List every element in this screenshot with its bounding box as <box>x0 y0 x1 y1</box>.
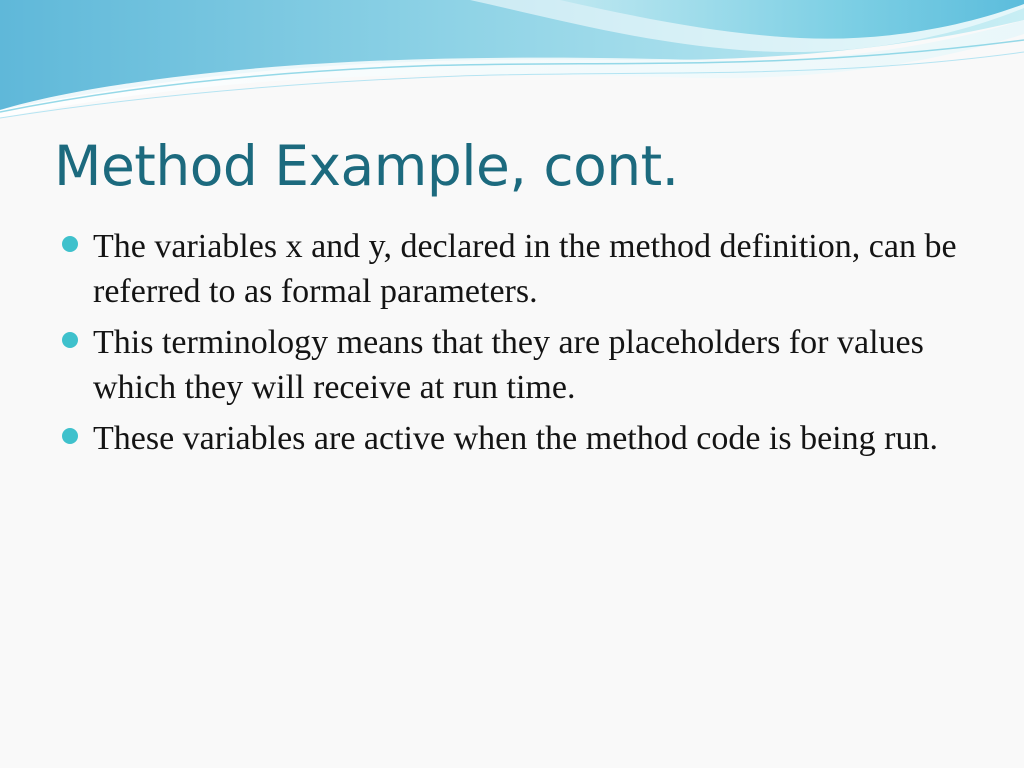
bullet-list <box>62 224 982 467</box>
bullet-item <box>62 320 982 410</box>
bullet-item <box>62 416 982 461</box>
bullet-text: This terminology means that they are placeholders for values which they will receive at run time. <box>93 324 924 406</box>
filled-circle-icon <box>62 332 78 348</box>
bullet-text: The variables x and y, declared in the method definition, can be referred to as formal parameters. <box>93 228 957 310</box>
bullet-text: These variables are active when the method code is being run. <box>93 420 938 457</box>
filled-circle-icon <box>62 236 78 252</box>
bullet-item <box>62 224 982 314</box>
header-wave-decoration <box>0 0 1024 130</box>
slide-title: Method Example, cont. <box>54 134 679 198</box>
filled-circle-icon <box>62 428 78 444</box>
